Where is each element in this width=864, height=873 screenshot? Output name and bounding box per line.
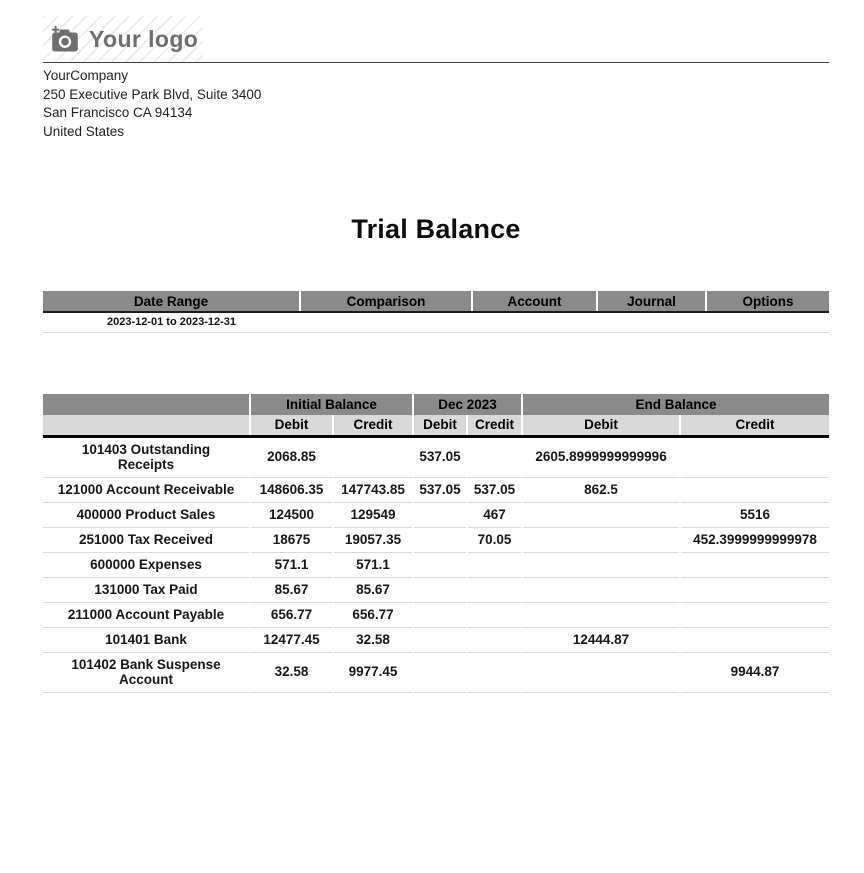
value-cell: [680, 477, 829, 502]
value-cell: 9944.87: [680, 652, 829, 692]
group-header-period: Dec 2023: [413, 394, 522, 415]
filter-summary-table: [43, 291, 829, 333]
value-cell: 70.05: [467, 527, 522, 552]
value-cell: 32.58: [250, 652, 333, 692]
filter-value-row: [43, 312, 829, 333]
filter-header-account: Account: [472, 291, 597, 312]
value-cell: [467, 436, 522, 477]
value-cell: 85.67: [250, 577, 333, 602]
value-cell: 5516: [680, 502, 829, 527]
options-value: [706, 312, 829, 333]
address-line: United States: [43, 123, 125, 139]
value-cell: [413, 577, 467, 602]
value-cell: 537.05: [413, 477, 467, 502]
table-row: [43, 652, 829, 692]
logo-text: Your logo: [89, 25, 199, 52]
value-cell: 862.5: [522, 477, 680, 502]
filter-header-comparison: Comparison: [300, 291, 472, 312]
value-cell: 656.77: [250, 602, 333, 627]
subheader-credit: Credit: [333, 415, 413, 436]
value-cell: 19057.35: [333, 527, 413, 552]
account-value: [472, 312, 597, 333]
value-cell: [680, 436, 829, 477]
value-cell: [522, 602, 680, 627]
account-name-cell: 600000 Expenses: [43, 552, 250, 577]
value-cell: [413, 652, 467, 692]
table-row: [43, 436, 829, 477]
subheader-credit: Credit: [467, 415, 522, 436]
subheader-debit: Debit: [250, 415, 333, 436]
value-cell: [522, 552, 680, 577]
value-cell: 2605.8999999999996: [522, 436, 680, 477]
logo-block: [43, 16, 203, 62]
date-range-value: 2023-12-01 to 2023-12-31: [43, 312, 300, 333]
account-name-cell: 251000 Tax Received: [43, 527, 250, 552]
table-row: [43, 552, 829, 577]
account-name-cell: 400000 Product Sales: [43, 502, 250, 527]
value-cell: 85.67: [333, 577, 413, 602]
value-cell: 18675: [250, 527, 333, 552]
value-cell: [522, 652, 680, 692]
company-name: YourCompany: [43, 68, 129, 83]
value-cell: 571.1: [333, 552, 413, 577]
value-cell: 571.1: [250, 552, 333, 577]
account-subheader: [43, 415, 250, 436]
value-cell: 467: [467, 502, 522, 527]
account-name-cell: 101403 Outstanding Receipts: [43, 436, 250, 477]
value-cell: [467, 577, 522, 602]
value-cell: 32.58: [333, 627, 413, 652]
company-address-block: [43, 67, 829, 141]
filter-header-journal: Journal: [597, 291, 706, 312]
subheader-debit: Debit: [522, 415, 680, 436]
value-cell: 129549: [333, 502, 413, 527]
account-name-cell: 101402 Bank Suspense Account: [43, 652, 250, 692]
account-name-cell: 131000 Tax Paid: [43, 577, 250, 602]
trial-balance-table: [43, 394, 829, 693]
value-cell: [680, 602, 829, 627]
address-line: San Francisco CA 94134: [43, 105, 193, 120]
group-header-initial-balance: Initial Balance: [250, 394, 413, 415]
table-row: [43, 577, 829, 602]
filter-header-date-range: Date Range: [43, 291, 300, 312]
account-name-cell: 121000 Account Receivable: [43, 477, 250, 502]
table-row: [43, 477, 829, 502]
value-cell: [413, 502, 467, 527]
table-row: [43, 527, 829, 552]
table-row: [43, 602, 829, 627]
account-column-header: [43, 394, 250, 415]
value-cell: 9977.45: [333, 652, 413, 692]
value-cell: 148606.35: [250, 477, 333, 502]
filter-header-options: Options: [706, 291, 829, 312]
value-cell: 656.77: [333, 602, 413, 627]
value-cell: 2068.85: [250, 436, 333, 477]
value-cell: [467, 627, 522, 652]
value-cell: 12477.45: [250, 627, 333, 652]
subheader-credit: Credit: [680, 415, 829, 436]
table-row: [43, 502, 829, 527]
value-cell: [413, 627, 467, 652]
value-cell: [467, 652, 522, 692]
value-cell: [522, 502, 680, 527]
camera-plus-icon: [51, 26, 79, 52]
value-cell: [413, 552, 467, 577]
value-cell: 147743.85: [333, 477, 413, 502]
subheader-debit: Debit: [413, 415, 467, 436]
value-cell: [413, 527, 467, 552]
value-cell: [522, 527, 680, 552]
value-cell: [467, 552, 522, 577]
value-cell: [680, 627, 829, 652]
value-cell: [522, 577, 680, 602]
value-cell: 537.05: [413, 436, 467, 477]
address-line: 250 Executive Park Blvd, Suite 3400: [43, 86, 262, 102]
comparison-value: [300, 312, 472, 333]
header-divider: [43, 62, 829, 63]
value-cell: 537.05: [467, 477, 522, 502]
filter-header-row: [43, 291, 829, 312]
value-cell: [333, 436, 413, 477]
account-name-cell: 101401 Bank: [43, 627, 250, 652]
value-cell: [680, 577, 829, 602]
table-row: [43, 627, 829, 652]
group-header-row: [43, 394, 829, 415]
value-cell: 124500: [250, 502, 333, 527]
page-title: Trial Balance: [351, 214, 521, 244]
journal-value: [597, 312, 706, 333]
value-cell: [413, 602, 467, 627]
value-cell: 12444.87: [522, 627, 680, 652]
value-cell: [467, 602, 522, 627]
sub-header-row: [43, 415, 829, 436]
value-cell: [680, 552, 829, 577]
value-cell: 452.3999999999978: [680, 527, 829, 552]
account-name-cell: 211000 Account Payable: [43, 602, 250, 627]
group-header-end-balance: End Balance: [522, 394, 829, 415]
